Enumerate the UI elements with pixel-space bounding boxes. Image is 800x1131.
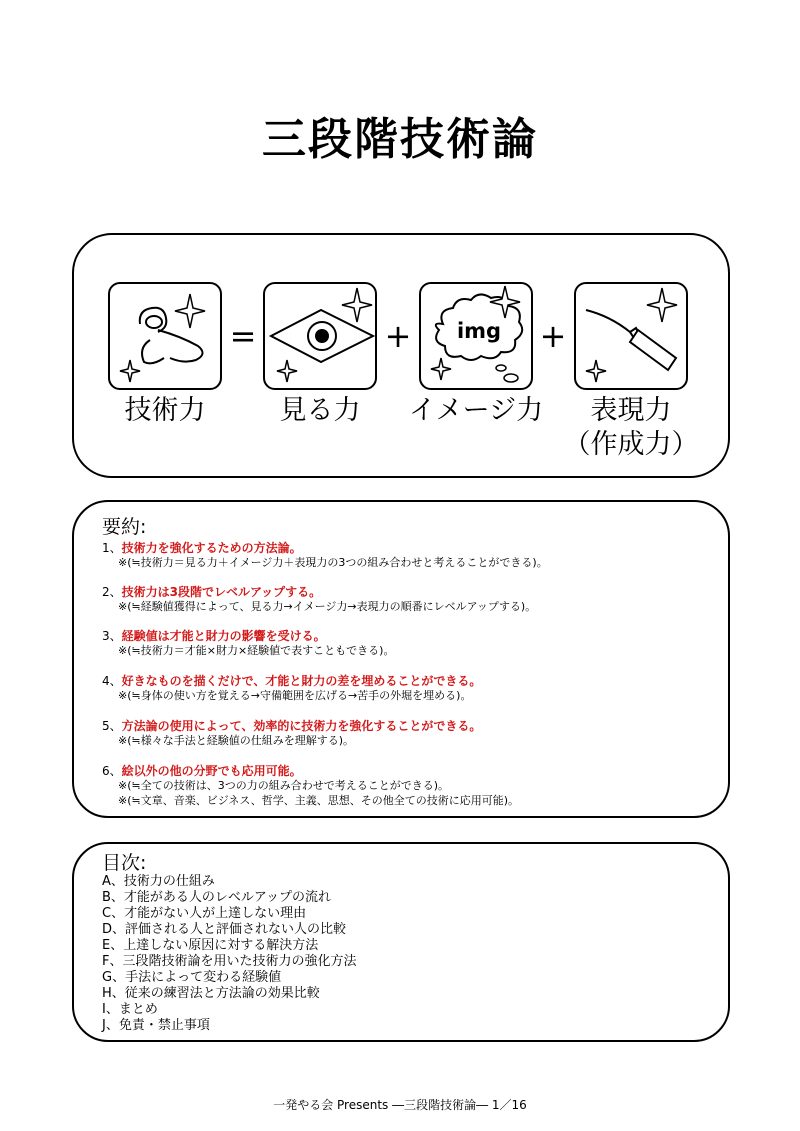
toc-item-g: G、手法によって変わる経験値 [102, 970, 282, 985]
caption-creation: （作成力） [563, 429, 699, 460]
summary-note-4: ※(≒身体の使い方を覚える→守備範囲を広げる→苦手の外堀を埋める)。 [118, 689, 472, 702]
toc-item-e: E、上達しない原因に対する解決方法 [102, 938, 319, 953]
page-footer: 一発やる会 Presents ―三段階技術論― 1／16 [273, 1098, 527, 1112]
equals-sign: = [229, 317, 257, 355]
summary-item-3: 3、経験値は才能と財力の影響を受ける。 [102, 629, 326, 643]
toc-item-a: A、技術力の仕組み [102, 874, 215, 889]
summary-note-2: ※(≒経験値獲得によって、見る力→イメージ力→表現力の順番にレベルアップする)。 [118, 600, 537, 613]
summary-item-5: 5、方法論の使用によって、効率的に技術力を強化することができる。 [102, 719, 482, 733]
toc-heading: 目次: [102, 852, 147, 874]
summary-note-1: ※(≒技術力＝見る力＋イメージ力＋表現力の3つの組み合わせと考えることができる)。 [118, 556, 548, 569]
toc-item-d: D、評価される人と評価されない人の比較 [102, 922, 347, 937]
caption-imagination: イメージ力 [408, 395, 544, 426]
toc-item-i: I、まとめ [102, 1002, 158, 1017]
caption-expression: 表現力 [590, 395, 672, 426]
toc-item-f: F、三段階技術論を用いた技術力の強化方法 [102, 954, 357, 969]
eye-icon [263, 282, 377, 390]
toc-item-c: C、才能がない人が上達しない理由 [102, 906, 307, 921]
thought-cloud-icon [419, 282, 533, 390]
summary-item-6: 6、絵以外の他の分野でも応用可能。 [102, 764, 302, 778]
summary-note-6a: ※(≒全ての技術は、3つの力の組み合わせで考えることができる)。 [118, 779, 450, 792]
summary-heading: 要約: [102, 516, 147, 538]
summary-item-4: 4、好きなものを描くだけで、才能と財力の差を埋めることができる。 [102, 674, 482, 688]
summary-note-3: ※(≒技術力＝才能×財力×経験値で表すこともできる)。 [118, 644, 395, 657]
summary-note-5: ※(≒様々な手法と経験値の仕組みを理解する)。 [118, 734, 355, 747]
pen-tool-icon [574, 282, 688, 390]
toc-item-b: B、才能がある人のレベルアップの流れ [102, 890, 332, 905]
caption-skill: 技術力 [124, 395, 206, 426]
page-title: 三段階技術論 [262, 114, 538, 165]
summary-note-6b: ※(≒文章、音楽、ビジネス、哲学、主義、思想、その他全ての技術に応用可能)。 [118, 794, 520, 807]
hand-holding-pen-icon [108, 282, 222, 390]
plus-sign-2: + [539, 317, 567, 355]
toc-item-j: J、免責・禁止事項 [102, 1018, 210, 1033]
toc-item-h: H、従来の練習法と方法論の効果比較 [102, 986, 320, 1001]
plus-sign: + [384, 317, 412, 355]
caption-seeing: 見る力 [279, 395, 361, 426]
summary-item-2: 2、技術力は3段階でレベルアップする。 [102, 585, 322, 599]
cloud-img-label: img [456, 319, 502, 343]
summary-item-1: 1、技術力を強化するための方法論。 [102, 541, 302, 555]
